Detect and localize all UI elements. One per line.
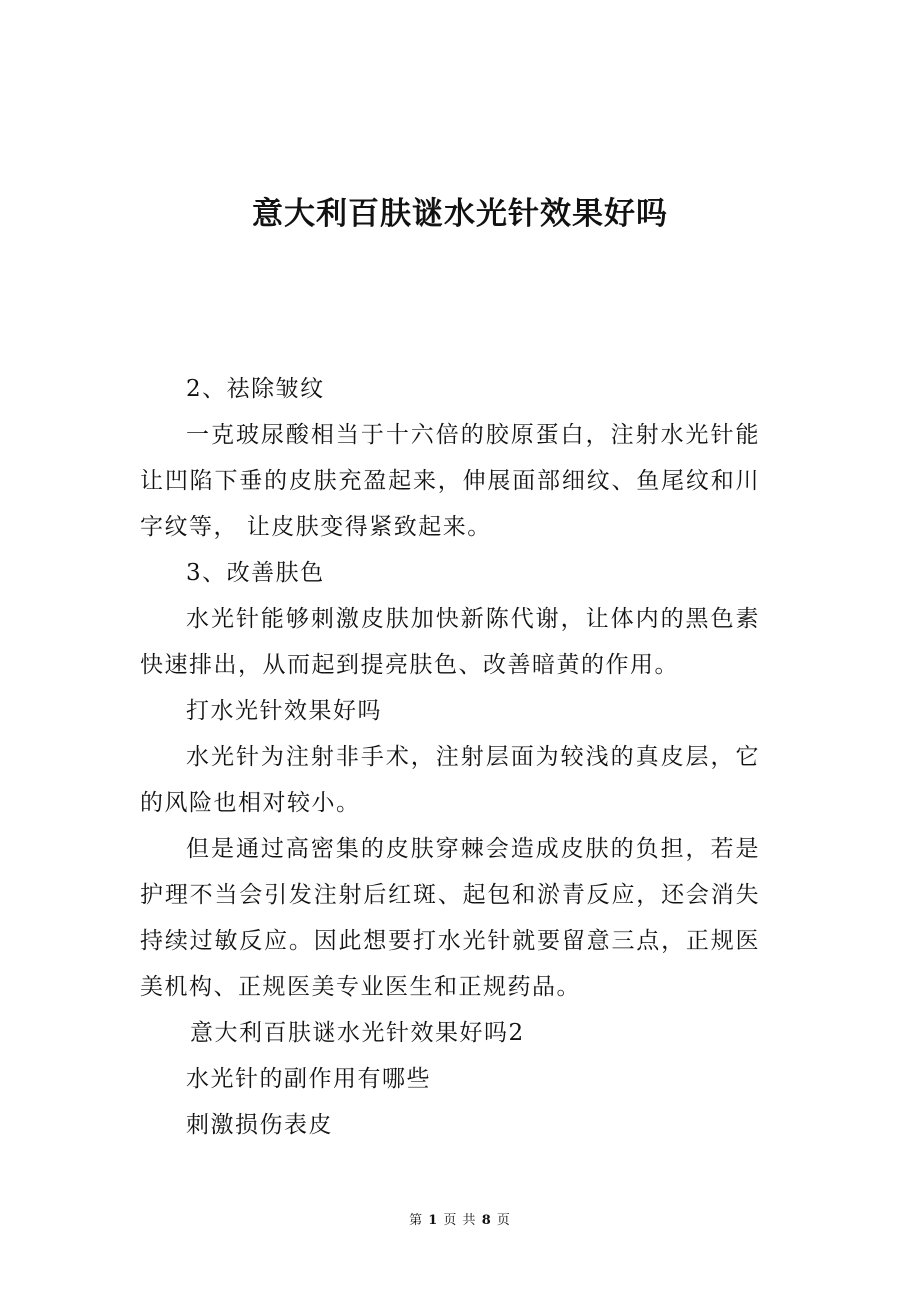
paragraph-injection-risk: 水光针为注射非手术，注射层面为较浅的真皮层，它的风险也相对较小。 [140, 744, 760, 816]
heading-side-effects: 水光针的副作用有哪些 [186, 1066, 431, 1092]
paragraph-hyaluronic-acid: 一克玻尿酸相当于十六倍的胶原蛋白，注射水光针能让凹陷下垂的皮肤充盈起来，伸展面部细纹、鱼尾纹和川字纹等， 让皮肤变得紧致起来。 [140, 422, 760, 540]
paragraph-metabolism: 水光针能够刺激皮肤加快新陈代谢，让体内的黑色素快速排出，从而起到提亮肤色、改善暗黄的作用。 [140, 606, 760, 678]
page-footer [0, 1209, 920, 1228]
document-body [140, 366, 760, 1148]
footer-page-number: 1 [428, 1213, 439, 1228]
footer-middle: 页 共 [443, 1213, 477, 1228]
heading-wrinkle-removal: 2、祛除皱纹 [186, 376, 325, 402]
heading-effect-question: 打水光针效果好吗 [186, 698, 382, 724]
heading-epidermis-damage: 刺激损伤表皮 [186, 1112, 333, 1138]
footer-prefix: 第 [409, 1213, 424, 1228]
section-subtitle: 意大利百肤谜水光针效果好吗2 [190, 1020, 525, 1046]
footer-suffix: 页 [496, 1213, 511, 1228]
heading-skin-tone: 3、改善肤色 [186, 560, 325, 586]
footer-total-pages: 8 [481, 1213, 492, 1228]
document-title: 意大利百肤谜水光针效果好吗 [252, 196, 668, 232]
paragraph-precautions: 但是通过高密集的皮肤穿棘会造成皮肤的负担，若是护理不当会引发注射后红斑、起包和淤青反应，还会消失持续过敏反应。因此想要打水光针就要留意三点，正规医美机构、正规医美专业医生和正规药品。 [140, 836, 760, 1000]
